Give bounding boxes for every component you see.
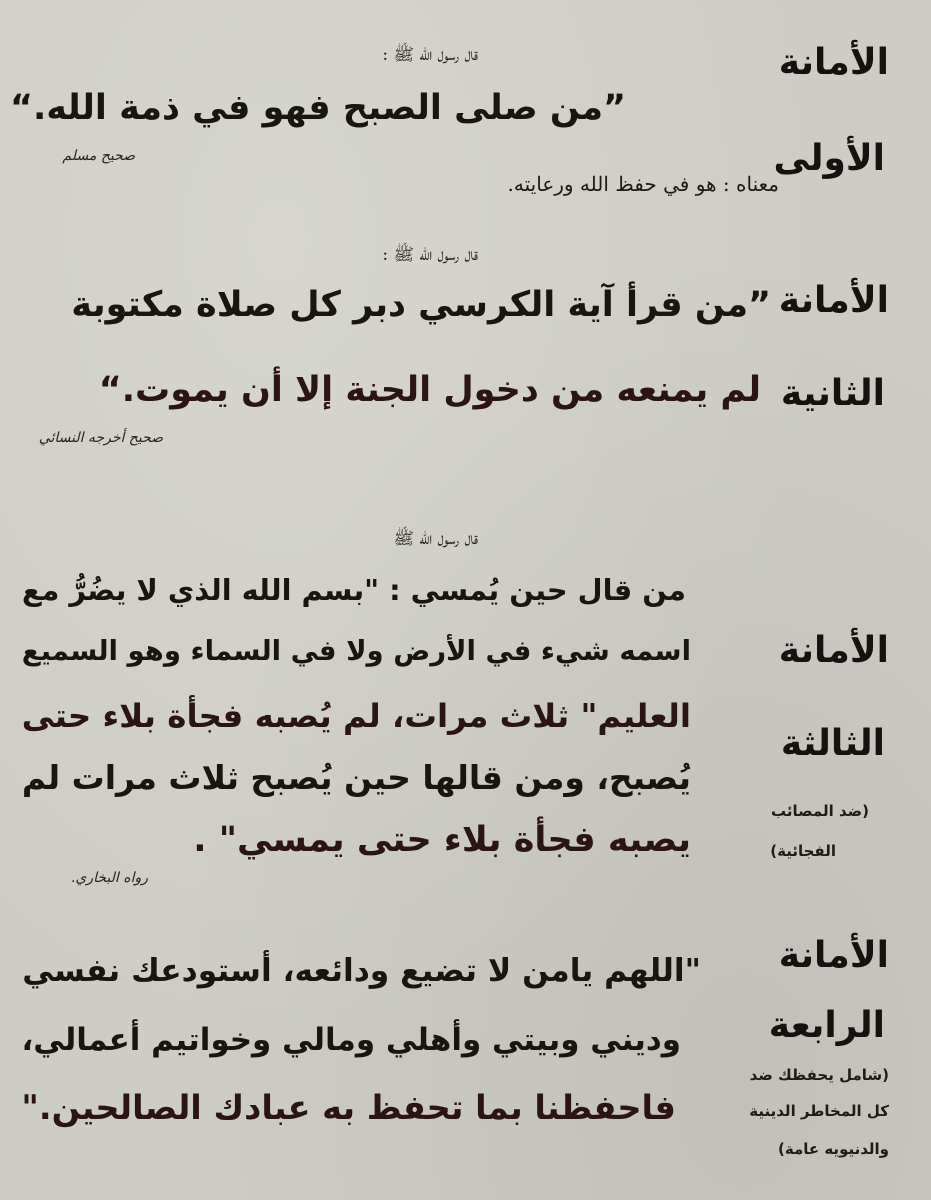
section-3-note-line-1: (ضد المصائب bbox=[771, 802, 869, 820]
section-4-line-2: وديني وبيتي وأهلي ومالي وخواتيم أعمالي، bbox=[21, 1022, 681, 1058]
section-3-source: رواه البخاري. bbox=[70, 870, 148, 886]
section-3-line-1: من قال حين يُمسي : "بسم الله الذي لا يضُرُّ مع bbox=[21, 573, 686, 607]
section-3-note-line-2: الفجائية) bbox=[770, 842, 836, 860]
section-4-note-line-1: (شامل يحفظك ضد bbox=[749, 1066, 889, 1084]
section-2-line-1: ”من قرأ آية الكرسي دبر كل صلاة مكتوبة bbox=[71, 285, 771, 325]
section-2-source: صحيح أخرجه النسائي bbox=[38, 430, 163, 446]
section-4-heading-line-2: الرابعة bbox=[768, 1005, 885, 1046]
section-4-line-1: "اللهم يامن لا تضيع ودائعه، أستودعك نفسي bbox=[22, 953, 701, 989]
section-3-heading-line-2: الثالثة bbox=[780, 723, 885, 764]
section-1-attribution: قال رسول الله ﷺ : bbox=[382, 45, 478, 65]
section-4-heading-line-1: الأمانة bbox=[778, 935, 889, 976]
section-2-attribution: قال رسول الله ﷺ : bbox=[382, 245, 478, 265]
section-4-note-line-2: كل المخاطر الدينية bbox=[749, 1102, 889, 1120]
section-3-attribution: قال رسول الله ﷺ bbox=[393, 529, 478, 549]
section-1-line-1: ”من صلى الصبح فهو في ذمة الله.“ bbox=[9, 88, 626, 128]
section-1-heading-line-2: الأولى bbox=[773, 138, 885, 179]
section-2-heading-line-1: الأمانة bbox=[778, 280, 889, 321]
section-3-line-2: اسمه شيء في الأرض ولا في السماء وهو السميع bbox=[21, 635, 691, 667]
section-1-meaning: معناه : هو في حفظ الله ورعايته. bbox=[507, 172, 779, 196]
section-3-line-5: يصبه فجأة بلاء حتى يمسي" . bbox=[193, 820, 691, 860]
section-4-line-3: فاحفظنا بما تحفظ به عبادك الصالحين." bbox=[21, 1088, 676, 1127]
section-2-line-2: لم يمنعه من دخول الجنة إلا أن يموت.“ bbox=[98, 370, 761, 410]
section-3-line-3: العليم" ثلاث مرات، لم يُصبه فجأة بلاء حتى bbox=[21, 697, 691, 735]
section-3-line-4: يُصبح، ومن قالها حين يُصبح ثلاث مرات لم bbox=[21, 758, 691, 797]
section-1-heading-line-1: الأمانة bbox=[778, 42, 889, 83]
section-4-note-line-3: والدنيويه عامة) bbox=[778, 1140, 889, 1158]
section-3-heading-line-1: الأمانة bbox=[778, 630, 889, 671]
section-1-source: صحيح مسلم bbox=[62, 148, 135, 164]
section-2-heading-line-2: الثانية bbox=[780, 373, 885, 414]
